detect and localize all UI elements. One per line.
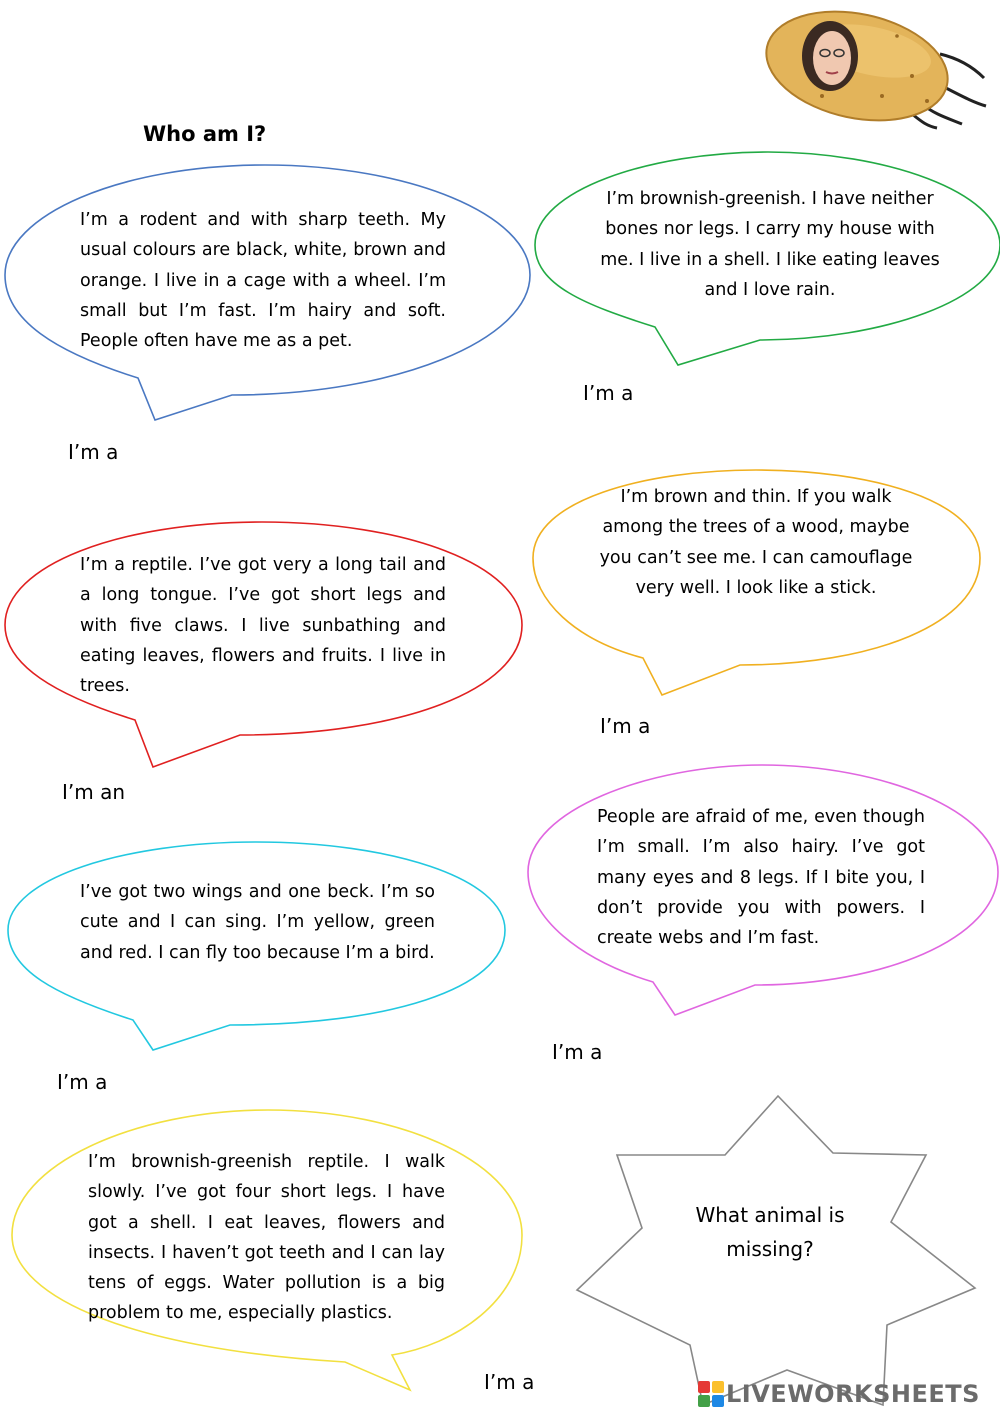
liveworksheets-logo-icon xyxy=(698,1381,724,1407)
spider-clue-text: People are afraid of me, even though I’m small. I’m also hairy. I’ve got many eyes and 8 legs. If I bite you, I don’t provide you with powers. I create webs and I’m fast. xyxy=(597,807,925,949)
hamster-clue-text: I’m a rodent and with sharp teeth. My usual colours are black, white, brown and orange. I live in a cage with a wheel. I’m small but I’m fast. I’m hairy and soft. People often have me as a pet. xyxy=(80,210,446,352)
snail-clue-text: I’m brownish-greenish. I have neither bones nor legs. I carry my house with me. I live in a shell. I like eating leaves and I love rain. xyxy=(600,189,940,300)
liveworksheets-logo xyxy=(698,1376,980,1412)
spider-answer-label: I’m a xyxy=(552,1040,603,1064)
hamster-answer-label: I’m a xyxy=(68,440,119,464)
page-title: Who am I? xyxy=(143,122,267,146)
turtle-clue-text: I’m brownish-greenish reptile. I walk slowly. I’ve got four short legs. I have got a shell. I eat leaves, flowers and insects. I haven’t got teeth and I can lay tens of eggs. Water pollution is a big problem to me, especially plastics. xyxy=(88,1152,445,1324)
parrot-answer-label: I’m a xyxy=(57,1070,108,1094)
star-question-text: What animal is missing? xyxy=(695,1203,845,1261)
iguana-answer-label: I’m an xyxy=(62,780,126,804)
parrot-clue-text: I’ve got two wings and one beck. I’m so cute and I can sing. I’m yellow, green and red. I can fly too because I’m a bird. xyxy=(80,882,435,963)
liveworksheets-logo-text: LIVEWORKSHEETS xyxy=(726,1380,980,1408)
turtle-answer-label: I’m a xyxy=(484,1370,535,1394)
stick-insect-clue-text: I’m brown and thin. If you walk among the trees of a wood, maybe you can’t see me. I can camouflage very well. I look like a stick. xyxy=(599,487,913,598)
stick-insect-answer-label: I’m a xyxy=(600,714,651,738)
snail-answer-label: I’m a xyxy=(583,381,634,405)
iguana-clue-text: I’m a reptile. I’ve got very a long tail and a long tongue. I’ve got short legs and with five claws. I live sunbathing and eating leaves, flowers and fruits. I live in trees. xyxy=(80,555,446,697)
